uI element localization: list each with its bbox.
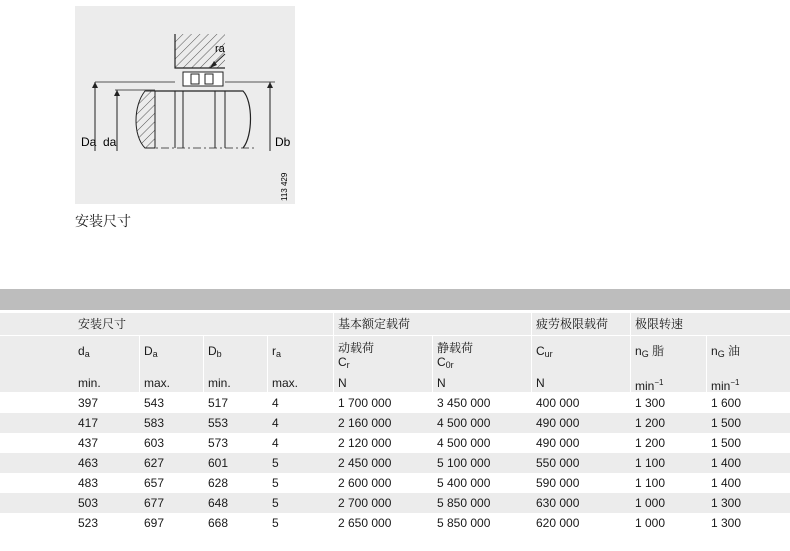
col-dyn-label: 动载荷 <box>338 341 375 355</box>
col-ra: $r_a$ <box>272 344 282 359</box>
col-Db: $D_b$ <box>208 344 222 359</box>
group-header-row <box>0 313 790 335</box>
col-Da: $D_a$ <box>144 344 158 359</box>
cell-fatigue-load: 490 000 <box>536 416 580 430</box>
cell-Db: 517 <box>208 396 229 410</box>
cell-dyn-load: 2 450 000 <box>338 456 392 470</box>
unit-ng-grease: $\min^{-1}$ <box>635 378 664 393</box>
label-Db: Db <box>275 135 291 149</box>
cell-Da: 583 <box>144 416 165 430</box>
cell-fatigue-load: 490 000 <box>536 436 580 450</box>
col-stat-label: 静载荷 <box>437 341 474 355</box>
unit-da: min. <box>78 376 101 390</box>
column-header-row <box>0 336 790 392</box>
table-row <box>0 433 790 453</box>
cell-stat-load: 3 450 000 <box>437 396 491 410</box>
cell-Db: 668 <box>208 516 229 530</box>
cell-speed-grease: 1 000 <box>635 496 666 510</box>
table-title-band <box>0 289 790 310</box>
cell-speed-oil: 1 400 <box>711 456 742 470</box>
group-basic-load: 基本额定载荷 <box>338 317 411 331</box>
group-fatigue-limit: 疲劳极限载荷 <box>536 317 609 331</box>
cell-stat-load: 5 850 000 <box>437 496 491 510</box>
col-ng-grease: $n_G$ 脂 <box>635 344 665 359</box>
cell-ra: 4 <box>272 416 279 430</box>
label-da: da <box>103 135 117 149</box>
cell-stat-load: 5 400 000 <box>437 476 491 490</box>
cell-Db: 628 <box>208 476 229 490</box>
table-row <box>0 473 790 493</box>
group-limit-speed: 极限转速 <box>635 317 684 331</box>
figure-caption: 安装尺寸 <box>75 213 131 229</box>
drawing-number: 113 429 <box>280 172 289 201</box>
cell-stat-load: 5 100 000 <box>437 456 491 470</box>
label-ra: ra <box>215 43 225 55</box>
cell-stat-load: 4 500 000 <box>437 416 491 430</box>
table-row <box>0 413 790 433</box>
cell-Da: 543 <box>144 396 165 410</box>
label-Da: Da <box>81 135 97 149</box>
cell-speed-oil: 1 400 <box>711 476 742 490</box>
unit-ng-oil: $\min^{-1}$ <box>711 378 740 393</box>
cell-Da: 657 <box>144 476 165 490</box>
cell-Db: 573 <box>208 436 229 450</box>
cell-ra: 5 <box>272 476 279 490</box>
cell-speed-grease: 1 200 <box>635 436 666 450</box>
cell-Db: 601 <box>208 456 229 470</box>
cell-Da: 603 <box>144 436 165 450</box>
cell-da: 523 <box>78 516 99 530</box>
cell-speed-oil: 1 500 <box>711 436 742 450</box>
table-row <box>0 493 790 513</box>
unit-stat: N <box>437 376 446 390</box>
cell-Da: 677 <box>144 496 165 510</box>
mounting-drawing <box>75 6 295 204</box>
unit-Da: max. <box>144 376 171 390</box>
unit-ra: max. <box>272 376 299 390</box>
cell-fatigue-load: 620 000 <box>536 516 580 530</box>
cell-dyn-load: 2 650 000 <box>338 516 392 530</box>
cell-fatigue-load: 550 000 <box>536 456 580 470</box>
cell-Db: 553 <box>208 416 229 430</box>
cell-Da: 697 <box>144 516 165 530</box>
unit-dyn: N <box>338 376 347 390</box>
mounting-diagram-svg <box>75 6 295 204</box>
col-stat-symbol: $C_{0r}$ <box>437 355 454 370</box>
col-dyn-symbol: $C_r$ <box>338 355 350 370</box>
cell-da: 397 <box>78 396 99 410</box>
cell-stat-load: 5 850 000 <box>437 516 491 530</box>
cell-speed-oil: 1 300 <box>711 496 742 510</box>
cell-da: 463 <box>78 456 99 470</box>
roller <box>183 72 223 86</box>
group-mounting-dims: 安装尺寸 <box>78 317 127 331</box>
cell-da: 437 <box>78 436 99 450</box>
cell-ra: 5 <box>272 496 279 510</box>
cell-dyn-load: 2 160 000 <box>338 416 392 430</box>
col-ng-oil: $n_G$ 油 <box>711 344 741 359</box>
table-row <box>0 453 790 473</box>
cell-da: 417 <box>78 416 99 430</box>
unit-Db: min. <box>208 376 231 390</box>
col-da: $d_a$ <box>78 344 90 359</box>
cell-dyn-load: 2 120 000 <box>338 436 392 450</box>
shaft-outline <box>155 91 251 148</box>
table-row <box>0 393 790 413</box>
cell-ra: 5 <box>272 456 279 470</box>
cell-dyn-load: 2 600 000 <box>338 476 392 490</box>
cell-ra: 4 <box>272 396 279 410</box>
cell-da: 503 <box>78 496 99 510</box>
shaft-shoulder <box>136 91 155 148</box>
cell-ra: 5 <box>272 516 279 530</box>
cell-speed-grease: 1 000 <box>635 516 666 530</box>
cell-fatigue-load: 590 000 <box>536 476 580 490</box>
cell-stat-load: 4 500 000 <box>437 436 491 450</box>
cell-da: 483 <box>78 476 99 490</box>
cell-ra: 4 <box>272 436 279 450</box>
cell-Da: 627 <box>144 456 165 470</box>
cell-speed-grease: 1 200 <box>635 416 666 430</box>
cell-speed-grease: 1 100 <box>635 456 666 470</box>
col-cur: $C_{ur}$ <box>536 344 553 359</box>
cell-dyn-load: 2 700 000 <box>338 496 392 510</box>
cell-speed-grease: 1 300 <box>635 396 666 410</box>
cell-dyn-load: 1 700 000 <box>338 396 392 410</box>
cell-speed-grease: 1 100 <box>635 476 666 490</box>
table-row <box>0 513 790 533</box>
cell-speed-oil: 1 500 <box>711 416 742 430</box>
cell-speed-oil: 1 600 <box>711 396 742 410</box>
cell-speed-oil: 1 300 <box>711 516 742 530</box>
cell-fatigue-load: 400 000 <box>536 396 580 410</box>
unit-cur: N <box>536 376 545 390</box>
cell-Db: 648 <box>208 496 229 510</box>
cell-fatigue-load: 630 000 <box>536 496 580 510</box>
